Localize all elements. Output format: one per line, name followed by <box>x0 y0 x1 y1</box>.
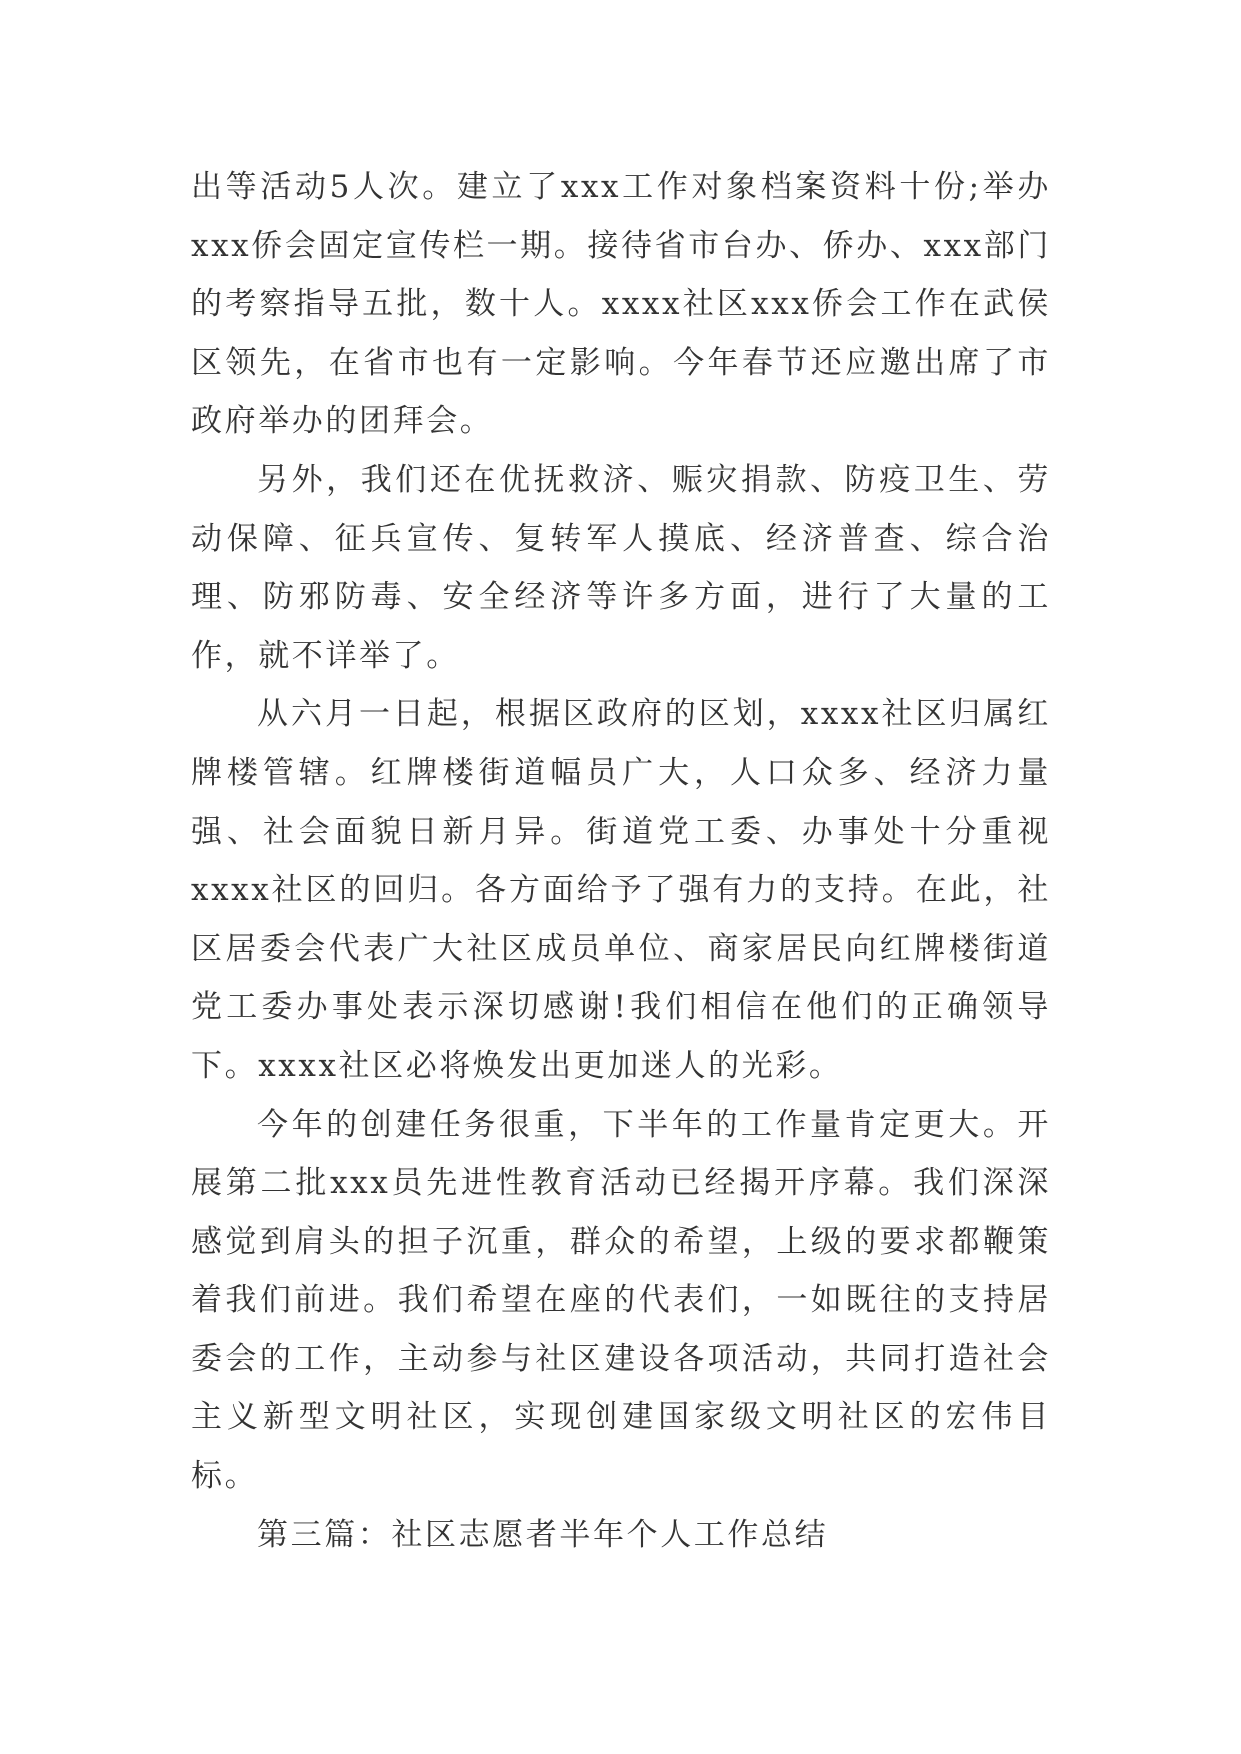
paragraph-3: 从六月一日起，根据区政府的区划，xxxx社区归属红牌楼管辖。红牌楼街道幅员广大，人口众多、经济力量强、社会面貌日新月异。街道党工委、办事处十分重视xxxx社区的回归。各方面给予了强有力的支持。在此，社区居委会代表广大社区成员单位、商家居民向红牌楼街道党工委办事处表示深切感谢!我们相信在他们的正确领导下。xxxx社区必将焕发出更加迷人的光彩。 <box>191 696 1051 1084</box>
paragraph-4: 今年的创建任务很重，下半年的工作量肯定更大。开展第二批xxx员先进性教育活动已经揭开序幕。我们深深感觉到肩头的担子沉重，群众的希望，上级的要求都鞭策着我们前进。我们希望在座的代表们，一如既往的支持居委会的工作，主动参与社区建设各项活动，共同打造社会主义新型文明社区，实现创建国家级文明社区的宏伟目标。 <box>191 1106 1051 1495</box>
section-heading: 第三篇：社区志愿者半年个人工作总结 <box>257 1516 829 1553</box>
paragraph-1: 出等活动5人次。建立了xxx工作对象档案资料十份;举办xxx侨会固定宣传栏一期。接待省市台办、侨办、xxx部门的考察指导五批，数十人。xxxx社区xxx侨会工作在武侯区领先，在省市也有一定影响。今年春节还应邀出席了市政府举办的团拜会。 <box>191 169 1051 440</box>
paragraph-2: 另外，我们还在优抚救济、赈灾捐款、防疫卫生、劳动保障、征兵宣传、复转军人摸底、经济普查、综合治理、防邪防毒、安全经济等许多方面，进行了大量的工作，就不详举了。 <box>191 461 1051 674</box>
document-body <box>191 158 1051 1564</box>
